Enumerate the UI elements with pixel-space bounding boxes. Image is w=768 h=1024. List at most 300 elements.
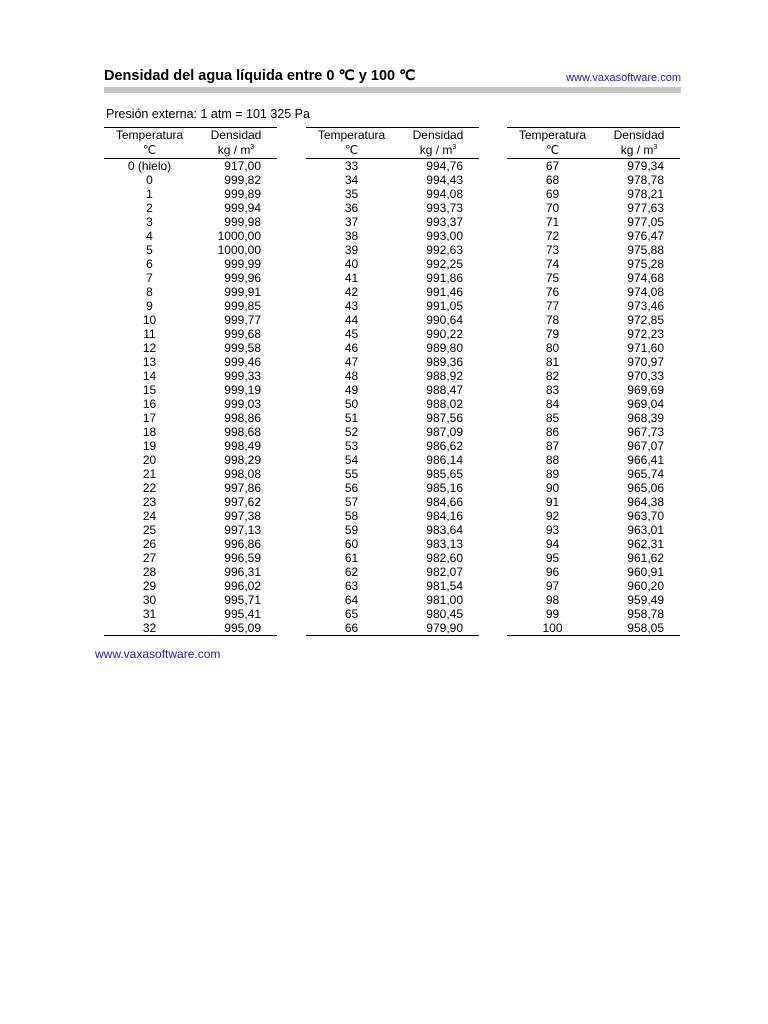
temperature-cell: 30 xyxy=(142,593,157,607)
table-row xyxy=(507,621,680,636)
temperature-cell: 0 xyxy=(146,173,153,187)
temperature-cell: 36 xyxy=(344,201,359,215)
temperature-cell: 17 xyxy=(142,411,157,425)
table-row xyxy=(306,565,479,579)
density-cell: 969,69 xyxy=(627,383,664,397)
temperature-cell: 80 xyxy=(545,341,560,355)
temperature-cell: 78 xyxy=(545,313,560,327)
table-row xyxy=(507,411,680,425)
density-cell: 967,07 xyxy=(627,439,664,453)
pressure-note: Presión externa: 1 atm = 101 325 Pa xyxy=(106,107,310,121)
table-row xyxy=(306,607,479,621)
density-cell: 987,56 xyxy=(426,411,463,425)
table-row xyxy=(306,173,479,187)
temperature-cell: 22 xyxy=(142,481,157,495)
table-row xyxy=(507,551,680,565)
temperature-unit: ℃ xyxy=(306,143,397,159)
temperature-cell: 41 xyxy=(344,271,359,285)
temperature-cell: 67 xyxy=(545,159,560,173)
temperature-cell: 82 xyxy=(545,369,560,383)
density-cell: 990,64 xyxy=(426,313,463,327)
density-cell: 978,78 xyxy=(627,173,664,187)
temperature-cell: 87 xyxy=(545,439,560,453)
density-cell: 984,16 xyxy=(426,509,463,523)
temperature-cell: 99 xyxy=(545,607,560,621)
density-cell: 999,19 xyxy=(224,383,261,397)
density-cell: 959,49 xyxy=(627,593,664,607)
density-cell: 974,68 xyxy=(627,271,664,285)
table-row xyxy=(104,173,277,187)
temperature-cell: 74 xyxy=(545,257,560,271)
density-cell: 991,46 xyxy=(426,285,463,299)
table-row xyxy=(104,467,277,481)
table-row xyxy=(507,397,680,411)
table-row xyxy=(507,383,680,397)
temperature-cell: 95 xyxy=(545,551,560,565)
table-row xyxy=(104,565,277,579)
table-row xyxy=(104,397,277,411)
temperature-cell: 77 xyxy=(545,299,560,313)
density-cell: 993,73 xyxy=(426,201,463,215)
footer-site-link[interactable]: www.vaxasoftware.com xyxy=(95,647,221,661)
density-table-3 xyxy=(507,127,680,636)
density-cell: 999,58 xyxy=(224,341,261,355)
temperature-cell: 48 xyxy=(344,369,359,383)
density-cell: 995,41 xyxy=(224,607,261,621)
density-table-1 xyxy=(104,127,277,636)
table-row xyxy=(507,187,680,201)
density-cell: 917,00 xyxy=(224,159,261,173)
density-cell: 970,97 xyxy=(627,355,664,369)
density-header: Densidad xyxy=(412,128,464,142)
temperature-cell: 27 xyxy=(142,551,157,565)
temperature-cell: 28 xyxy=(142,565,157,579)
temperature-cell: 15 xyxy=(142,383,157,397)
table-row xyxy=(507,257,680,271)
temperature-cell: 89 xyxy=(545,467,560,481)
table-row xyxy=(507,607,680,621)
temperature-cell: 72 xyxy=(545,229,560,243)
density-cell: 998,86 xyxy=(224,411,261,425)
temperature-cell: 98 xyxy=(545,593,560,607)
page-title: Densidad del agua líquida entre 0 ℃ y 100 ℃ xyxy=(104,68,416,84)
table-row xyxy=(507,271,680,285)
temperature-cell: 75 xyxy=(545,271,560,285)
temperature-cell: 9 xyxy=(146,299,153,313)
density-table-2 xyxy=(306,127,479,636)
table-row xyxy=(507,523,680,537)
density-cell: 981,00 xyxy=(426,593,463,607)
table-row xyxy=(104,299,277,313)
density-cell: 999,99 xyxy=(224,257,261,271)
density-cell: 977,05 xyxy=(627,215,664,229)
temperature-cell: 24 xyxy=(142,509,157,523)
temperature-cell: 69 xyxy=(545,187,560,201)
temperature-cell: 65 xyxy=(344,607,359,621)
table-row xyxy=(507,467,680,481)
temperature-cell: 46 xyxy=(344,341,359,355)
density-cell: 985,16 xyxy=(426,481,463,495)
density-cell: 993,00 xyxy=(426,229,463,243)
density-cell: 996,31 xyxy=(224,565,261,579)
density-cell: 998,49 xyxy=(224,439,261,453)
table-row xyxy=(104,537,277,551)
header-site-link[interactable]: www.vaxasoftware.com xyxy=(566,72,681,84)
density-cell: 983,13 xyxy=(426,537,463,551)
temperature-cell: 25 xyxy=(142,523,157,537)
table-row xyxy=(306,257,479,271)
density-cell: 999,96 xyxy=(224,271,261,285)
density-cell: 977,63 xyxy=(627,201,664,215)
density-cell: 987,09 xyxy=(426,425,463,439)
page-header xyxy=(104,68,681,86)
temperature-cell: 29 xyxy=(142,579,157,593)
density-cell: 998,68 xyxy=(224,425,261,439)
temperature-cell: 51 xyxy=(344,411,359,425)
density-cell: 996,59 xyxy=(224,551,261,565)
temperature-cell: 76 xyxy=(545,285,560,299)
temperature-cell: 68 xyxy=(545,173,560,187)
table-row xyxy=(507,439,680,453)
temperature-cell: 71 xyxy=(545,215,560,229)
density-unit: kg / $m^3$ xyxy=(598,143,680,159)
table-row xyxy=(507,355,680,369)
density-cell: 963,01 xyxy=(627,523,664,537)
table-row xyxy=(104,411,277,425)
density-header: Densidad xyxy=(613,128,665,142)
temperature-cell: 97 xyxy=(545,579,560,593)
table-row xyxy=(306,593,479,607)
density-cell: 967,73 xyxy=(627,425,664,439)
table-row xyxy=(306,369,479,383)
density-cell: 965,06 xyxy=(627,481,664,495)
table-row xyxy=(306,439,479,453)
density-cell: 966,41 xyxy=(627,453,664,467)
table-row xyxy=(104,229,277,243)
density-cell: 989,36 xyxy=(426,355,463,369)
density-cell: 992,63 xyxy=(426,243,463,257)
temperature-cell: 83 xyxy=(545,383,560,397)
temperature-cell: 33 xyxy=(344,159,359,173)
table-row xyxy=(306,481,479,495)
table-row xyxy=(104,355,277,369)
temperature-cell: 13 xyxy=(142,355,157,369)
density-cell: 961,62 xyxy=(627,551,664,565)
temperature-cell: 0 (hielo) xyxy=(127,159,172,173)
temperature-cell: 44 xyxy=(344,313,359,327)
table-row xyxy=(306,271,479,285)
table-row xyxy=(104,285,277,299)
density-cell: 958,78 xyxy=(627,607,664,621)
table-row xyxy=(507,229,680,243)
temperature-cell: 6 xyxy=(146,257,153,271)
table-row xyxy=(104,187,277,201)
temperature-header: Temperatura xyxy=(518,128,587,142)
table-row xyxy=(306,383,479,397)
table-row xyxy=(306,621,479,636)
density-cell: 999,33 xyxy=(224,369,261,383)
table-row xyxy=(507,425,680,439)
temperature-cell: 8 xyxy=(146,285,153,299)
density-cell: 965,74 xyxy=(627,467,664,481)
density-cell: 1000,00 xyxy=(217,243,261,257)
temperature-cell: 35 xyxy=(344,187,359,201)
table-row xyxy=(104,439,277,453)
table-row xyxy=(507,299,680,313)
temperature-cell: 84 xyxy=(545,397,560,411)
density-cell: 989,80 xyxy=(426,341,463,355)
table-row xyxy=(507,243,680,257)
density-cell: 968,39 xyxy=(627,411,664,425)
temperature-cell: 34 xyxy=(344,173,359,187)
table-row xyxy=(507,159,680,174)
temperature-cell: 93 xyxy=(545,523,560,537)
density-cell: 997,62 xyxy=(224,495,261,509)
temperature-cell: 57 xyxy=(344,495,359,509)
temperature-cell: 60 xyxy=(344,537,359,551)
table-row xyxy=(306,187,479,201)
temperature-unit: ℃ xyxy=(507,143,598,159)
temperature-cell: 20 xyxy=(142,453,157,467)
density-cell: 986,14 xyxy=(426,453,463,467)
density-cell: 963,70 xyxy=(627,509,664,523)
density-cell: 974,08 xyxy=(627,285,664,299)
table-row xyxy=(507,453,680,467)
temperature-cell: 40 xyxy=(344,257,359,271)
temperature-cell: 26 xyxy=(142,537,157,551)
table-row xyxy=(507,579,680,593)
temperature-cell: 31 xyxy=(142,607,157,621)
temperature-cell: 54 xyxy=(344,453,359,467)
density-cell: 985,65 xyxy=(426,467,463,481)
density-cell: 1000,00 xyxy=(217,229,261,243)
temperature-cell: 55 xyxy=(344,467,359,481)
temperature-cell: 81 xyxy=(545,355,560,369)
table-row xyxy=(306,159,479,174)
density-cell: 976,47 xyxy=(627,229,664,243)
table-row xyxy=(306,313,479,327)
table-row xyxy=(507,285,680,299)
density-cell: 997,86 xyxy=(224,481,261,495)
table-row xyxy=(306,215,479,229)
density-cell: 979,90 xyxy=(426,621,463,635)
table-row xyxy=(104,327,277,341)
density-cell: 988,92 xyxy=(426,369,463,383)
density-cell: 994,08 xyxy=(426,187,463,201)
table-row xyxy=(104,271,277,285)
density-header: Densidad xyxy=(210,128,262,142)
density-cell: 986,62 xyxy=(426,439,463,453)
density-cell: 992,25 xyxy=(426,257,463,271)
table-row xyxy=(104,551,277,565)
temperature-cell: 66 xyxy=(344,621,359,635)
temperature-cell: 32 xyxy=(142,621,157,635)
table-row xyxy=(507,173,680,187)
temperature-cell: 2 xyxy=(146,201,153,215)
temperature-cell: 94 xyxy=(545,537,560,551)
density-cell: 999,91 xyxy=(224,285,261,299)
table-row xyxy=(104,369,277,383)
density-table-body xyxy=(306,159,479,636)
temperature-cell: 90 xyxy=(545,481,560,495)
table-row xyxy=(104,215,277,229)
table-row xyxy=(306,243,479,257)
density-cell: 999,68 xyxy=(224,327,261,341)
header-rule xyxy=(104,87,681,93)
density-cell: 991,86 xyxy=(426,271,463,285)
table-row xyxy=(306,537,479,551)
density-cell: 999,82 xyxy=(224,173,261,187)
table-row xyxy=(104,509,277,523)
temperature-unit: ℃ xyxy=(104,143,195,159)
temperature-cell: 53 xyxy=(344,439,359,453)
density-cell: 999,85 xyxy=(224,299,261,313)
temperature-cell: 85 xyxy=(545,411,560,425)
temperature-header: Temperatura xyxy=(115,128,184,142)
temperature-cell: 12 xyxy=(142,341,157,355)
density-cell: 996,02 xyxy=(224,579,261,593)
table-row xyxy=(306,509,479,523)
temperature-cell: 42 xyxy=(344,285,359,299)
density-table-body xyxy=(104,159,277,636)
temperature-cell: 19 xyxy=(142,439,157,453)
temperature-cell: 21 xyxy=(142,467,157,481)
density-cell: 962,31 xyxy=(627,537,664,551)
density-cell: 970,33 xyxy=(627,369,664,383)
table-row xyxy=(104,201,277,215)
density-cell: 999,94 xyxy=(224,201,261,215)
density-table-body xyxy=(507,159,680,636)
table-row xyxy=(306,425,479,439)
density-cell: 972,23 xyxy=(627,327,664,341)
table-row xyxy=(104,313,277,327)
table-row xyxy=(507,537,680,551)
temperature-cell: 49 xyxy=(344,383,359,397)
density-cell: 971,60 xyxy=(627,341,664,355)
density-cell: 995,09 xyxy=(224,621,261,635)
table-row xyxy=(306,397,479,411)
table-row xyxy=(306,327,479,341)
density-cell: 960,91 xyxy=(627,565,664,579)
temperature-cell: 50 xyxy=(344,397,359,411)
temperature-cell: 1 xyxy=(146,187,153,201)
table-row xyxy=(507,565,680,579)
density-cell: 960,20 xyxy=(627,579,664,593)
density-cell: 999,46 xyxy=(224,355,261,369)
temperature-cell: 23 xyxy=(142,495,157,509)
temperature-cell: 47 xyxy=(344,355,359,369)
density-cell: 982,07 xyxy=(426,565,463,579)
density-cell: 988,02 xyxy=(426,397,463,411)
density-cell: 999,03 xyxy=(224,397,261,411)
density-cell: 979,34 xyxy=(627,159,664,173)
table-row xyxy=(507,481,680,495)
temperature-cell: 91 xyxy=(545,495,560,509)
density-cell: 999,89 xyxy=(224,187,261,201)
temperature-cell: 92 xyxy=(545,509,560,523)
temperature-cell: 10 xyxy=(142,313,157,327)
density-cell: 999,98 xyxy=(224,215,261,229)
table-row xyxy=(507,369,680,383)
temperature-cell: 45 xyxy=(344,327,359,341)
density-cell: 998,29 xyxy=(224,453,261,467)
table-row xyxy=(104,495,277,509)
table-row xyxy=(507,495,680,509)
table-row xyxy=(306,411,479,425)
density-cell: 982,60 xyxy=(426,551,463,565)
density-cell: 958,05 xyxy=(627,621,664,635)
table-row xyxy=(507,341,680,355)
table-row xyxy=(306,355,479,369)
table-row xyxy=(306,285,479,299)
table-row xyxy=(306,299,479,313)
table-row xyxy=(104,341,277,355)
table-row xyxy=(104,453,277,467)
temperature-cell: 43 xyxy=(344,299,359,313)
temperature-cell: 58 xyxy=(344,509,359,523)
temperature-cell: 70 xyxy=(545,201,560,215)
table-row xyxy=(306,467,479,481)
density-cell: 978,21 xyxy=(627,187,664,201)
density-cell: 964,38 xyxy=(627,495,664,509)
temperature-cell: 88 xyxy=(545,453,560,467)
temperature-cell: 11 xyxy=(143,327,156,341)
table-row xyxy=(507,313,680,327)
temperature-cell: 56 xyxy=(344,481,359,495)
temperature-cell: 38 xyxy=(344,229,359,243)
density-cell: 999,77 xyxy=(224,313,261,327)
density-cell: 993,37 xyxy=(426,215,463,229)
table-row xyxy=(306,341,479,355)
table-row xyxy=(104,159,277,174)
density-cell: 988,47 xyxy=(426,383,463,397)
table-row xyxy=(507,201,680,215)
temperature-cell: 61 xyxy=(344,551,359,565)
density-cell: 972,85 xyxy=(627,313,664,327)
temperature-cell: 86 xyxy=(545,425,560,439)
density-cell: 973,46 xyxy=(627,299,664,313)
density-unit: kg / $m^3$ xyxy=(195,143,277,159)
density-cell: 998,08 xyxy=(224,467,261,481)
temperature-cell: 73 xyxy=(545,243,560,257)
table-row xyxy=(507,215,680,229)
density-cell: 990,22 xyxy=(426,327,463,341)
temperature-header: Temperatura xyxy=(317,128,386,142)
density-unit: kg / $m^3$ xyxy=(397,143,479,159)
table-row xyxy=(104,257,277,271)
density-cell: 981,54 xyxy=(426,579,463,593)
temperature-cell: 18 xyxy=(142,425,157,439)
table-row xyxy=(306,453,479,467)
density-cell: 983,64 xyxy=(426,523,463,537)
table-row xyxy=(104,579,277,593)
table-row xyxy=(306,201,479,215)
density-cell: 994,43 xyxy=(426,173,463,187)
temperature-cell: 52 xyxy=(344,425,359,439)
temperature-cell: 14 xyxy=(142,369,157,383)
table-row xyxy=(104,607,277,621)
temperature-cell: 5 xyxy=(146,243,153,257)
temperature-cell: 37 xyxy=(344,215,359,229)
temperature-cell: 4 xyxy=(146,229,153,243)
density-cell: 969,04 xyxy=(627,397,664,411)
temperature-cell: 62 xyxy=(344,565,359,579)
density-cell: 997,38 xyxy=(224,509,261,523)
table-row xyxy=(306,495,479,509)
table-row xyxy=(507,327,680,341)
temperature-cell: 96 xyxy=(545,565,560,579)
table-row xyxy=(104,383,277,397)
